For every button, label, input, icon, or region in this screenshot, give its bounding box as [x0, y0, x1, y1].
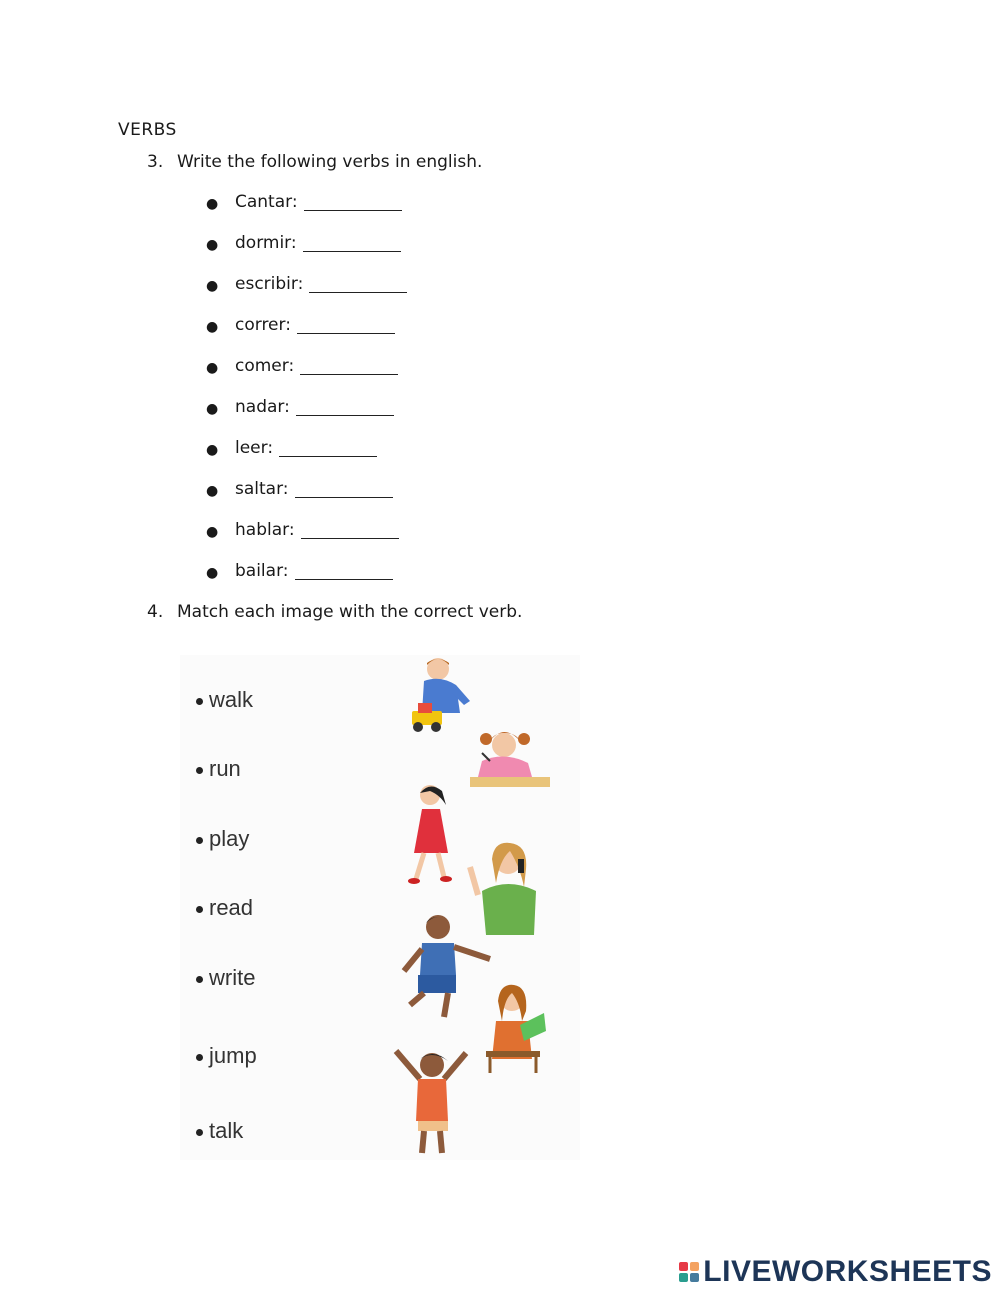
verb-label: Cantar: [235, 192, 298, 212]
question-number: 3. [147, 152, 164, 172]
match-word[interactable]: play [196, 826, 249, 852]
bullet-icon [196, 976, 203, 983]
bullet-icon: ● [206, 278, 219, 294]
bullet-icon: ● [206, 524, 219, 540]
answer-blank[interactable] [279, 438, 377, 457]
verb-label: dormir: [235, 233, 297, 253]
answer-blank[interactable] [300, 356, 398, 375]
answer-blank[interactable] [297, 315, 395, 334]
woman-reading-icon[interactable] [482, 981, 552, 1075]
answer-blank[interactable] [309, 274, 407, 293]
verb-label: bailar: [235, 561, 289, 581]
list-item [206, 233, 407, 274]
match-word[interactable]: walk [196, 687, 253, 713]
bullet-icon: ● [206, 565, 219, 581]
bullet-icon: ● [206, 360, 219, 376]
bullet-icon [196, 1054, 203, 1061]
answer-blank[interactable] [303, 233, 401, 252]
girl-walking-icon[interactable] [406, 781, 454, 885]
list-item [206, 520, 407, 561]
bullet-icon: ● [206, 196, 219, 212]
verb-list [206, 192, 407, 602]
girl-writing-icon[interactable] [468, 721, 554, 791]
logo-text: LIVEWORKSHEETS [703, 1255, 992, 1288]
question-text: Match each image with the correct verb. [177, 602, 523, 622]
bullet-icon: ● [206, 483, 219, 499]
bullet-icon [196, 906, 203, 913]
girl-jumping-icon[interactable] [392, 1047, 474, 1159]
answer-blank[interactable] [296, 397, 394, 416]
verb-label: leer: [235, 438, 274, 458]
question-4 [147, 602, 522, 622]
bullet-icon: ● [206, 319, 219, 335]
verb-label: escribir: [235, 274, 304, 294]
bullet-icon [196, 837, 203, 844]
logo-mark-icon [679, 1262, 699, 1282]
list-item [206, 274, 407, 315]
answer-blank[interactable] [295, 561, 393, 580]
match-word[interactable]: read [196, 895, 253, 921]
question-text: Write the following verbs in english. [177, 152, 483, 172]
question-3 [147, 152, 482, 172]
bullet-icon [196, 698, 203, 705]
verb-label: comer: [235, 356, 295, 376]
answer-blank[interactable] [295, 479, 393, 498]
bullet-icon [196, 1129, 203, 1136]
list-item [206, 356, 407, 397]
bullet-icon: ● [206, 442, 219, 458]
liveworksheets-logo [679, 1255, 992, 1289]
list-item [206, 315, 407, 356]
match-word[interactable]: write [196, 965, 255, 991]
answer-blank[interactable] [301, 520, 399, 539]
verb-label: correr: [235, 315, 291, 335]
verb-label: hablar: [235, 520, 295, 540]
bullet-icon: ● [206, 401, 219, 417]
question-number: 4. [147, 602, 164, 622]
bullet-icon: ● [206, 237, 219, 253]
match-word[interactable]: jump [196, 1043, 257, 1069]
verb-label: nadar: [235, 397, 290, 417]
list-item [206, 479, 407, 520]
list-item [206, 561, 407, 602]
list-item [206, 438, 407, 479]
verb-label: saltar: [235, 479, 289, 499]
list-item [206, 192, 407, 233]
matching-image [180, 655, 580, 1160]
list-item [206, 397, 407, 438]
match-word[interactable]: talk [196, 1118, 243, 1144]
answer-blank[interactable] [304, 192, 402, 211]
match-word[interactable]: run [196, 756, 241, 782]
page-title: VERBS [118, 120, 177, 140]
bullet-icon [196, 767, 203, 774]
